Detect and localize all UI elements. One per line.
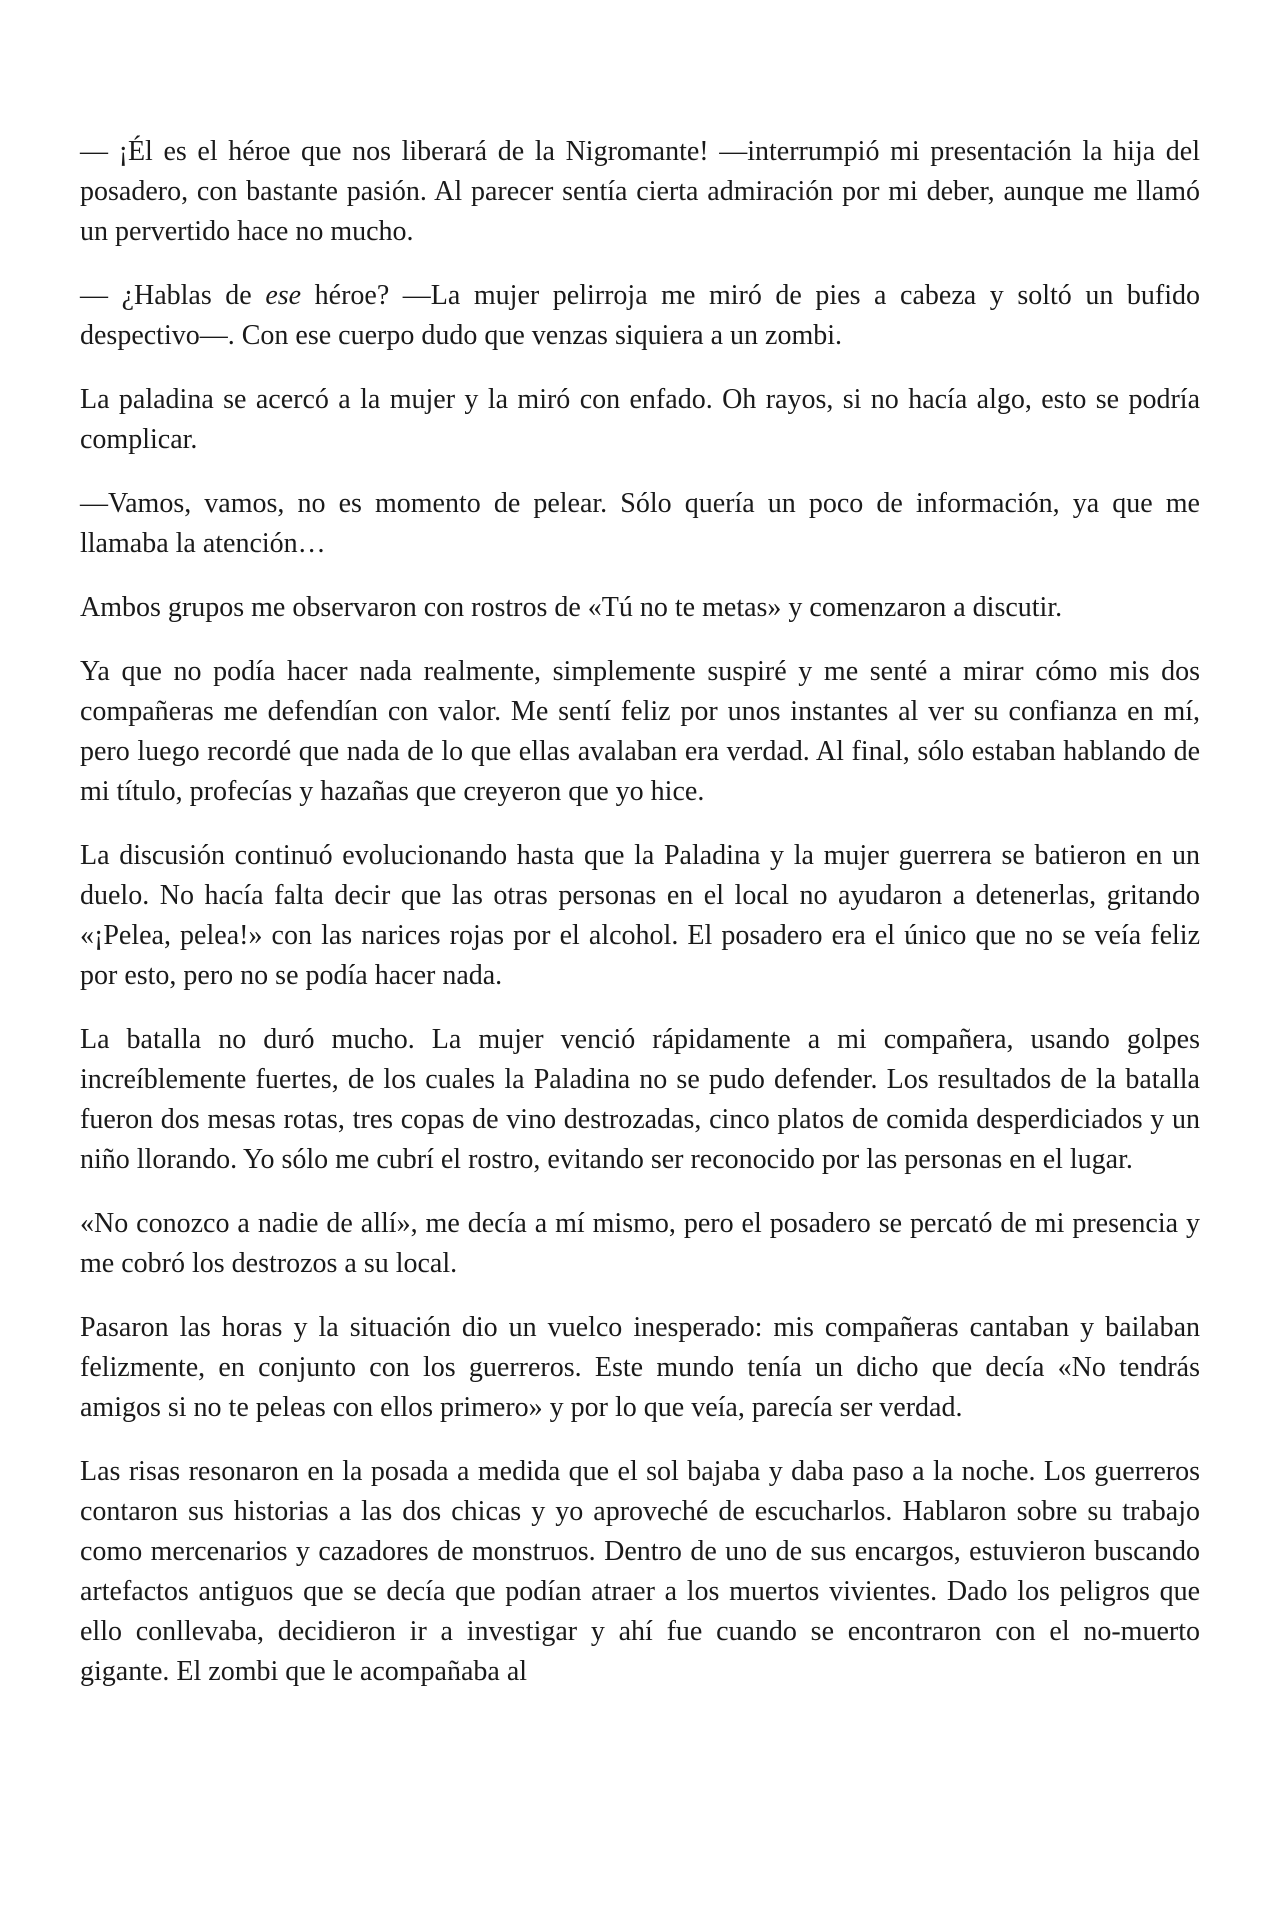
- paragraph-1: — ¡Él es el héroe que nos liberará de la Nigromante! —interrumpió mi presentación la hija del posadero, con bastante pasión. Al parecer sentía cierta admiración por mi deber, aunque me llamó un pervertido hace no mucho.: [80, 136, 1200, 247]
- paragraph-3: La paladina se acercó a la mujer y la miró con enfado. Oh rayos, si no hacía algo, esto se podría complicar.: [80, 384, 1200, 455]
- paragraph-2-text-after: héroe? —La mujer pelirroja me miró de pies a cabeza y soltó un bufido despectivo—. Con ese cuerpo dudo que venzas siquiera a un zombi.: [80, 280, 1201, 351]
- document-page: [80, 132, 1200, 1716]
- paragraph-5: Ambos grupos me observaron con rostros de «Tú no te metas» y comenzaron a discutir.: [80, 592, 1063, 623]
- paragraph-2-text-before: — ¿Hablas de: [80, 280, 266, 311]
- paragraph-2-emphasis: ese: [265, 280, 302, 311]
- paragraph-6: Ya que no podía hacer nada realmente, simplemente suspiré y me senté a mirar cómo mis dos compañeras me defendían con valor. Me sentí feliz por unos instantes al ver su confianza en mí, pero luego recordé que nada de lo que ellas avalaban era verdad. Al final, sólo estaban hablando de mi título, profecías y hazañas que creyeron que yo hice.: [80, 656, 1200, 807]
- paragraph-10: Pasaron las horas y la situación dio un vuelco inesperado: mis compañeras cantaban y bailaban felizmente, en conjunto con los guerreros. Este mundo tenía un dicho que decía «No tendrás amigos si no te peleas con ellos primero» y por lo que veía, parecía ser verdad.: [80, 1312, 1200, 1423]
- paragraph-9: «No conozco a nadie de allí», me decía a mí mismo, pero el posadero se percató de mi presencia y me cobró los destrozos a su local.: [80, 1208, 1200, 1279]
- paragraph-4: —Vamos, vamos, no es momento de pelear. Sólo quería un poco de información, ya que me llamaba la atención…: [80, 488, 1200, 559]
- paragraph-2: [80, 276, 1200, 356]
- paragraph-8: La batalla no duró mucho. La mujer venció rápidamente a mi compañera, usando golpes increíblemente fuertes, de los cuales la Paladina no se pudo defender. Los resultados de la batalla fueron dos mesas rotas, tres copas de vino destrozadas, cinco platos de comida desperdiciados y un niño llorando. Yo sólo me cubrí el rostro, evitando ser reconocido por las personas en el lugar.: [80, 1024, 1200, 1175]
- paragraph-7: La discusión continuó evolucionando hasta que la Paladina y la mujer guerrera se batieron en un duelo. No hacía falta decir que las otras personas en el local no ayudaron a detenerlas, gritando «¡Pelea, pelea!» con las narices rojas por el alcohol. El posadero era el único que no se veía feliz por esto, pero no se podía hacer nada.: [80, 840, 1200, 991]
- paragraph-11: Las risas resonaron en la posada a medida que el sol bajaba y daba paso a la noche. Los guerreros contaron sus historias a las dos chicas y yo aproveché de escucharlos. Hablaron sobre su trabajo como mercenarios y cazadores de monstruos. Dentro de uno de sus encargos, estuvieron buscando artefactos antiguos que se decía que podían atraer a los muertos vivientes. Dado los peligros que ello conllevaba, decidieron ir a investigar y ahí fue cuando se encontraron con el no-muerto gigante. El zombi que le acompañaba al: [80, 1456, 1200, 1687]
